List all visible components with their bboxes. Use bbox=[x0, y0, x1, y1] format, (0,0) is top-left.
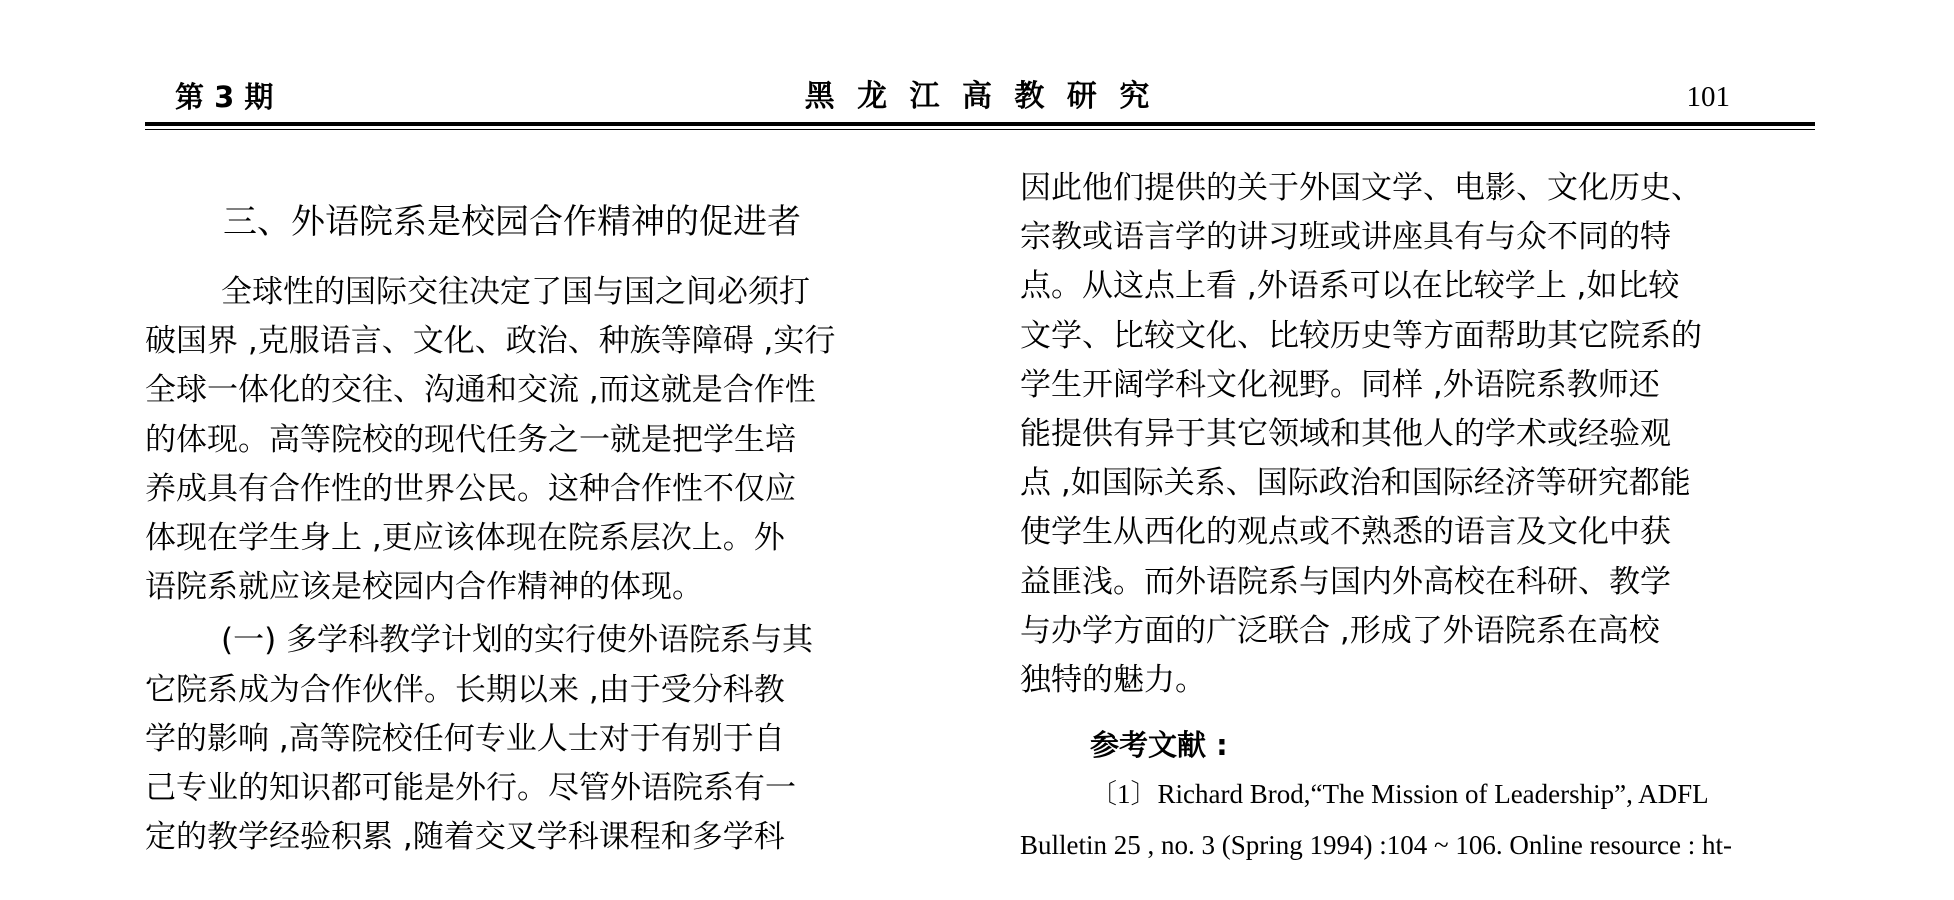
text-line: 文学、比较文化、比较历史等方面帮助其它院系的 bbox=[1020, 317, 1702, 354]
header-rule-thick bbox=[145, 122, 1815, 126]
reference-item-continued: Bulletin 25 , no. 3 (Spring 1994) :104 ~ 106. Online resource : ht- bbox=[1020, 830, 1733, 861]
text-line: 全球性的国际交往决定了国与国之间必须打 bbox=[221, 274, 810, 310]
text-line: 语院系就应该是校园内合作精神的体现。 bbox=[145, 569, 703, 606]
text-line: 宗教或语言学的讲习班或讲座具有与众不同的特 bbox=[1020, 219, 1671, 256]
running-header bbox=[145, 74, 1815, 120]
text-line: 它院系成为合作伙伴。长期以来 ,由于受分科教 bbox=[145, 671, 785, 708]
text-line: 全球一体化的交往、沟通和交流 ,而这就是合作性 bbox=[145, 372, 816, 409]
text-line: 己专业的知识都可能是外行。尽管外语院系有一 bbox=[145, 770, 796, 807]
text-line: 能提供有异于其它领域和其他人的学术或经验观 bbox=[1020, 416, 1671, 453]
text-line: 学的影响 ,高等院校任何专业人士对于有别于自 bbox=[145, 720, 785, 757]
section-heading: 三、外语院系是校园合作精神的促进者 bbox=[223, 202, 801, 242]
text-line: 体现在学生身上 ,更应该体现在院系层次上。外 bbox=[145, 520, 785, 557]
paragraph-global-cooperation bbox=[145, 268, 950, 612]
text-line: 养成具有合作性的世界公民。这种合作性不仅应 bbox=[145, 470, 796, 507]
references-heading: 参考文献 : bbox=[1090, 728, 1228, 763]
text-line: 独特的魅力。 bbox=[1020, 662, 1206, 699]
text-line: 因此他们提供的关于外国文学、电影、文化历史、 bbox=[1020, 170, 1702, 206]
text-line: 破国界 ,克服语言、文化、政治、种族等障碍 ,实行 bbox=[145, 323, 836, 360]
text-line: 与办学方面的广泛联合 ,形成了外语院系在高校 bbox=[1020, 612, 1660, 649]
text-line: 定的教学经验积累 ,随着交叉学科课程和多学科 bbox=[145, 819, 785, 856]
journal-title: 黑 龙 江 高 教 研 究 bbox=[804, 79, 1156, 114]
text-line: 点 ,如国际关系、国际政治和国际经济等研究都能 bbox=[1020, 465, 1691, 502]
text-line: 点。从这点上看 ,外语系可以在比较学上 ,如比较 bbox=[1020, 268, 1680, 305]
page-number: 101 bbox=[1686, 81, 1730, 113]
text-line: 的体现。高等院校的现代任务之一就是把学生培 bbox=[145, 421, 796, 458]
reference-item: 〔1〕Richard Brod,“The Mission of Leadership”, ADFL bbox=[1090, 779, 1709, 810]
paragraph-multidisciplinary bbox=[145, 616, 950, 862]
text-line: 学生开阔学科文化视野。同样 ,外语院系教师还 bbox=[1020, 366, 1660, 403]
issue-number: 第 3 期 bbox=[175, 80, 274, 114]
text-line: (一) 多学科教学计划的实行使外语院系与其 bbox=[221, 622, 814, 659]
paragraph-comparative-studies bbox=[1020, 164, 1825, 705]
left-column bbox=[145, 160, 950, 862]
text-line: 使学生从西化的观点或不熟悉的语言及文化中获 bbox=[1020, 514, 1671, 551]
right-column bbox=[1020, 160, 1825, 871]
text-line: 益匪浅。而外语院系与国内外高校在科研、教学 bbox=[1020, 563, 1671, 600]
header-rule-thin bbox=[145, 129, 1815, 130]
